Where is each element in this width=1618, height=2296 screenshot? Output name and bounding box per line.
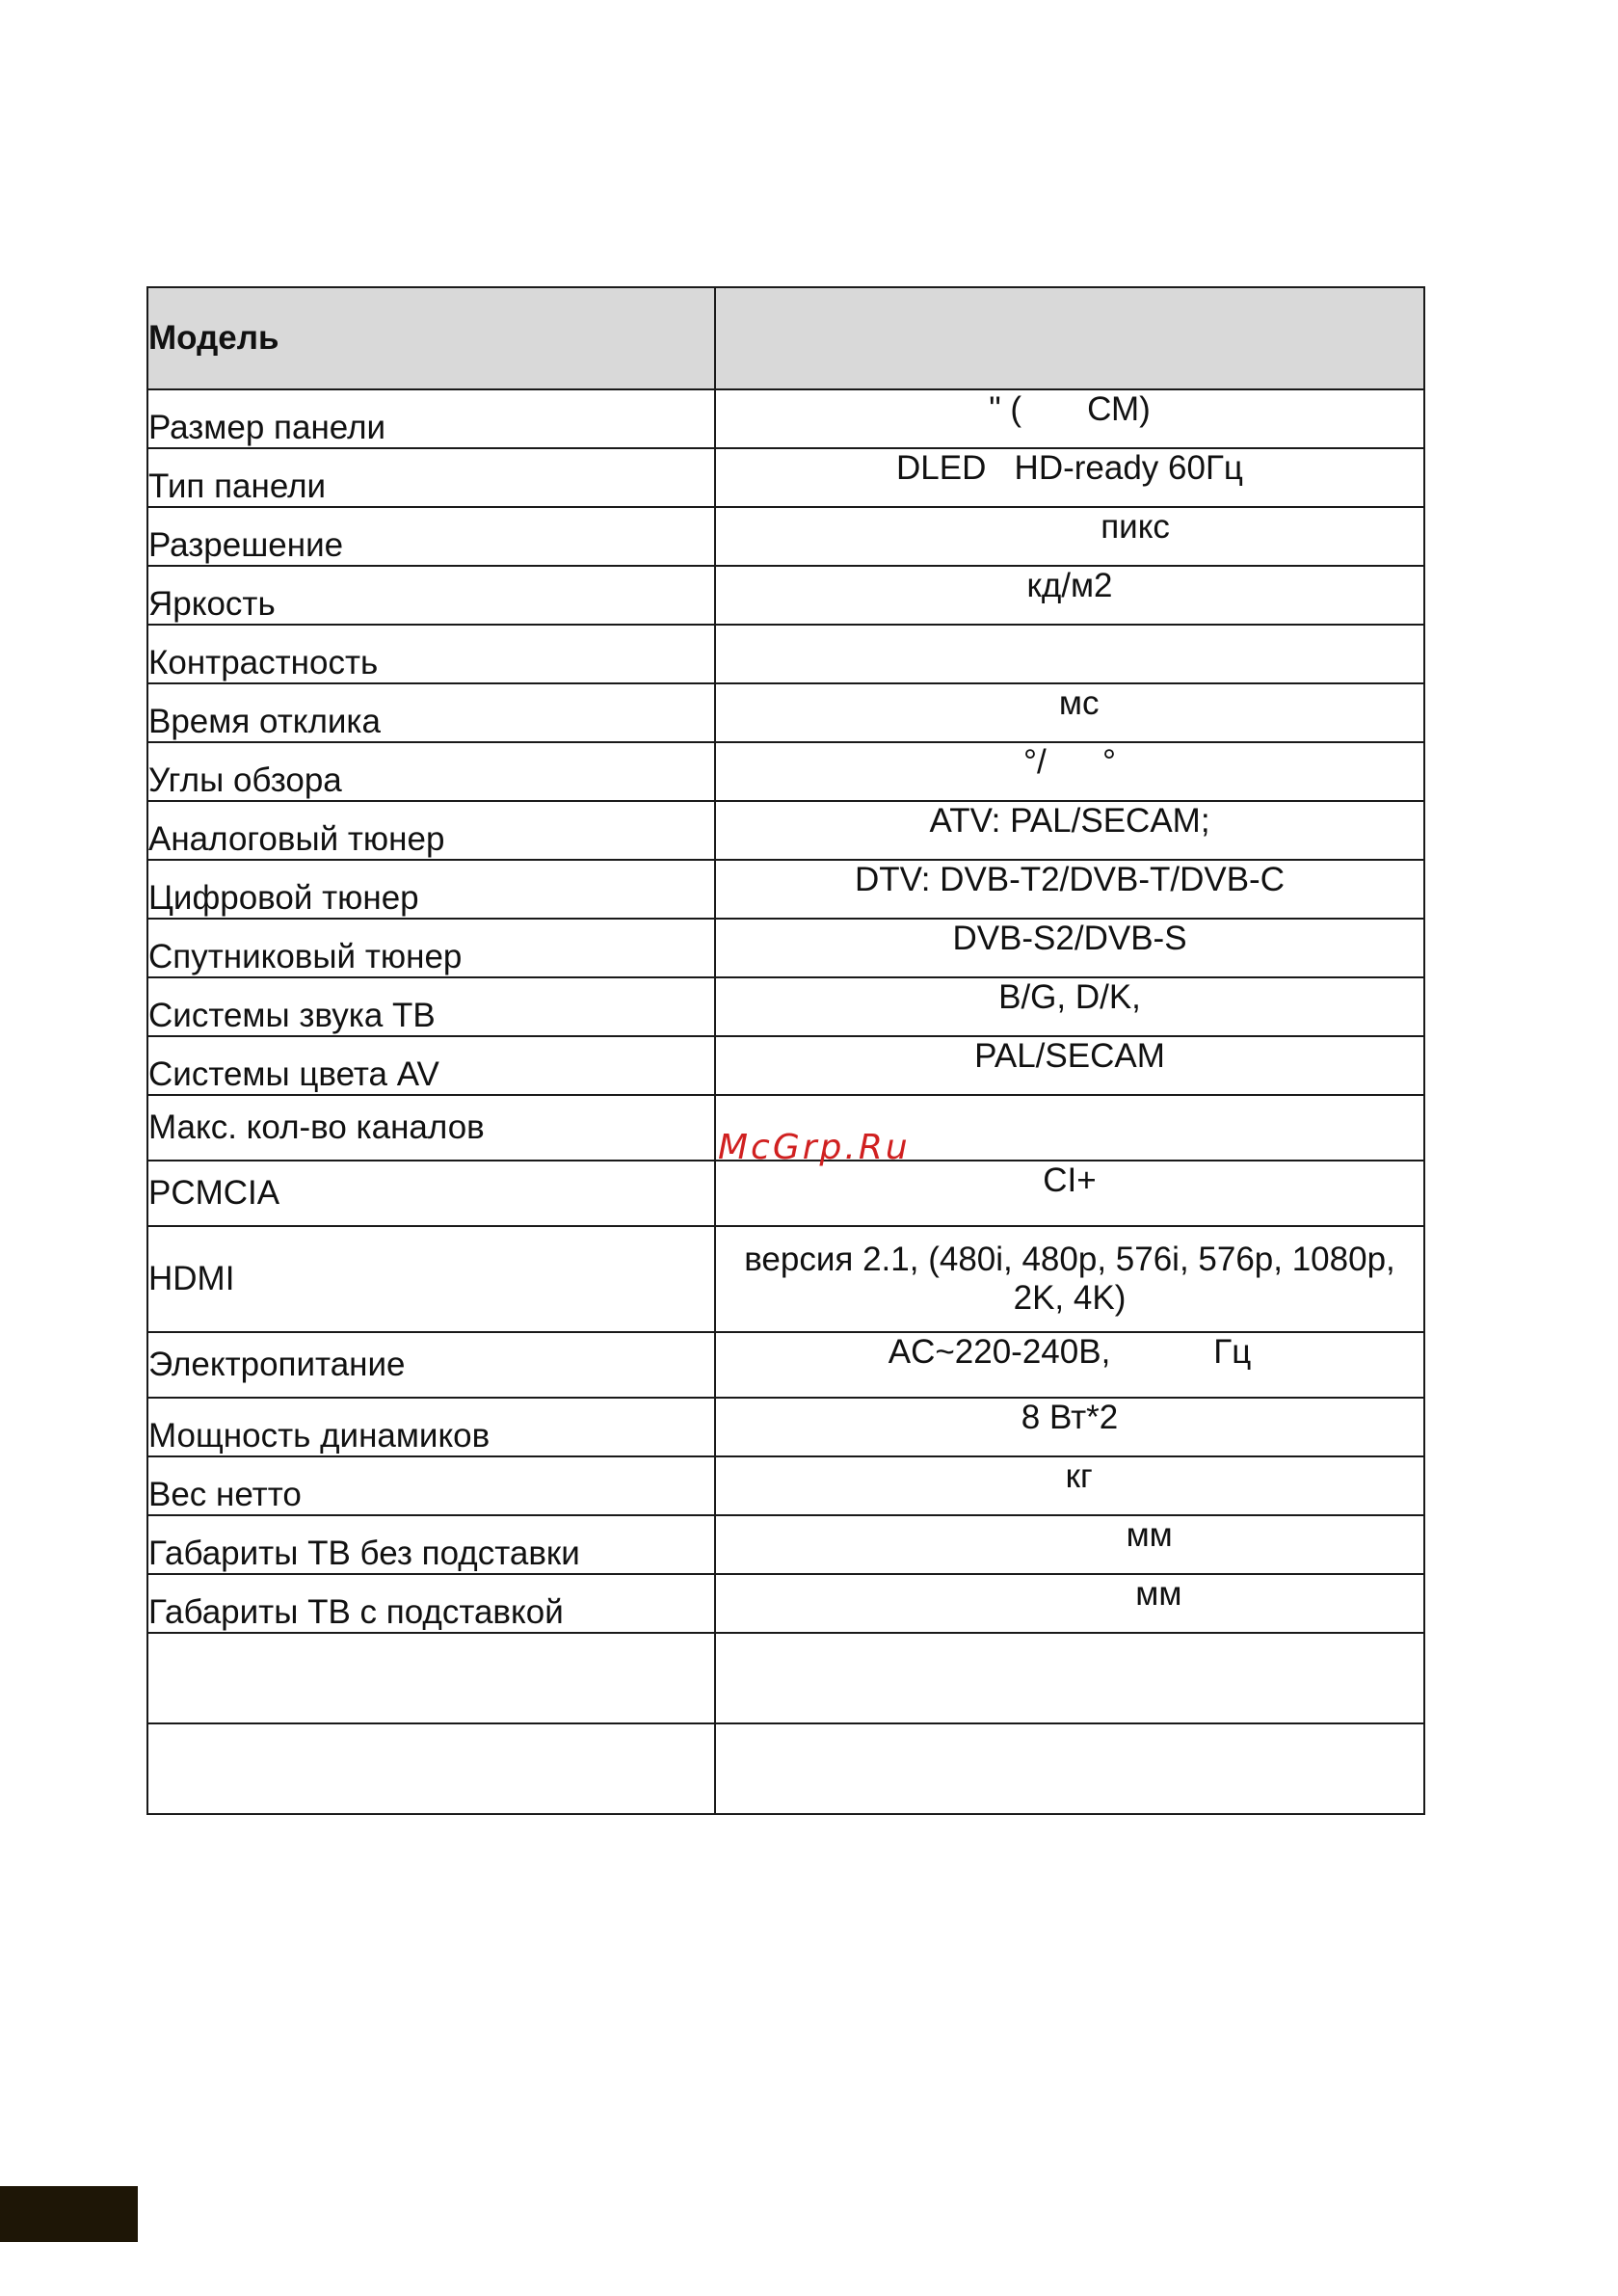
row-param: HDMI xyxy=(147,1226,715,1332)
table-row xyxy=(147,448,1424,507)
row-param xyxy=(147,1633,715,1723)
table-row xyxy=(147,977,1424,1036)
row-value: кг xyxy=(715,1456,1424,1515)
row-param: Электропитание xyxy=(147,1332,715,1398)
row-value: пикс xyxy=(715,507,1424,566)
table-row xyxy=(147,625,1424,683)
table-row xyxy=(147,742,1424,801)
row-param: Спутниковый тюнер xyxy=(147,919,715,977)
row-value xyxy=(715,625,1424,683)
table-row xyxy=(147,1398,1424,1456)
table-row xyxy=(147,860,1424,919)
row-param: Системы звука ТВ xyxy=(147,977,715,1036)
row-value: B/G, D/K, xyxy=(715,977,1424,1036)
table-row xyxy=(147,566,1424,625)
table-row xyxy=(147,801,1424,860)
row-value: AC~220-240В, Гц xyxy=(715,1332,1424,1398)
table-row xyxy=(147,1161,1424,1226)
row-param: Аналоговый тюнер xyxy=(147,801,715,860)
row-param: Контрастность xyxy=(147,625,715,683)
row-value: 8 Вт*2 xyxy=(715,1398,1424,1456)
row-value: ATV: PAL/SECAM; xyxy=(715,801,1424,860)
table-row xyxy=(147,1332,1424,1398)
row-param: PCMCIA xyxy=(147,1161,715,1226)
specifications-table xyxy=(146,286,1425,1815)
row-param: Цифровой тюнер xyxy=(147,860,715,919)
table-row xyxy=(147,919,1424,977)
table-header-row xyxy=(147,287,1424,389)
row-param: Разрешение xyxy=(147,507,715,566)
table-row xyxy=(147,683,1424,742)
table-row xyxy=(147,1226,1424,1332)
row-param: Тип панели xyxy=(147,448,715,507)
row-param: Размер панели xyxy=(147,389,715,448)
row-param: Габариты ТВ с подставкой xyxy=(147,1574,715,1633)
row-value: °/ ° xyxy=(715,742,1424,801)
row-param: Мощность динамиков xyxy=(147,1398,715,1456)
table-row xyxy=(147,1574,1424,1633)
row-value: версия 2.1, (480i, 480p, 576i, 576p, 1080p, 2K, 4K) xyxy=(715,1226,1424,1332)
model-label: Модель xyxy=(147,287,715,389)
row-param: Системы цвета AV xyxy=(147,1036,715,1095)
table-row xyxy=(147,1456,1424,1515)
row-value: мм xyxy=(715,1574,1424,1633)
row-param xyxy=(147,1723,715,1814)
row-value: DLED HD-ready 60Гц xyxy=(715,448,1424,507)
row-value: " ( СМ) xyxy=(715,389,1424,448)
row-value xyxy=(715,1723,1424,1814)
watermark: McGrp.Ru xyxy=(718,1128,911,1167)
row-value: кд/м2 xyxy=(715,566,1424,625)
row-value: DVB-S2/DVB-S xyxy=(715,919,1424,977)
model-value xyxy=(715,287,1424,389)
table-row xyxy=(147,1515,1424,1574)
row-value: мм xyxy=(715,1515,1424,1574)
row-param: Время отклика xyxy=(147,683,715,742)
row-value: DTV: DVB-T2/DVB-T/DVB-C xyxy=(715,860,1424,919)
row-param: Макс. кол-во каналов xyxy=(147,1095,715,1161)
row-param: Габариты ТВ без подставки xyxy=(147,1515,715,1574)
table-row xyxy=(147,507,1424,566)
row-value: мс xyxy=(715,683,1424,742)
row-value: CI+ xyxy=(715,1161,1424,1226)
table-row xyxy=(147,389,1424,448)
table-row xyxy=(147,1633,1424,1723)
row-value: PAL/SECAM xyxy=(715,1036,1424,1095)
row-value xyxy=(715,1633,1424,1723)
page-corner-block xyxy=(0,2186,138,2242)
row-param: Яркость xyxy=(147,566,715,625)
row-param: Вес нетто xyxy=(147,1456,715,1515)
table-row xyxy=(147,1723,1424,1814)
row-param: Углы обзора xyxy=(147,742,715,801)
table-row xyxy=(147,1036,1424,1095)
